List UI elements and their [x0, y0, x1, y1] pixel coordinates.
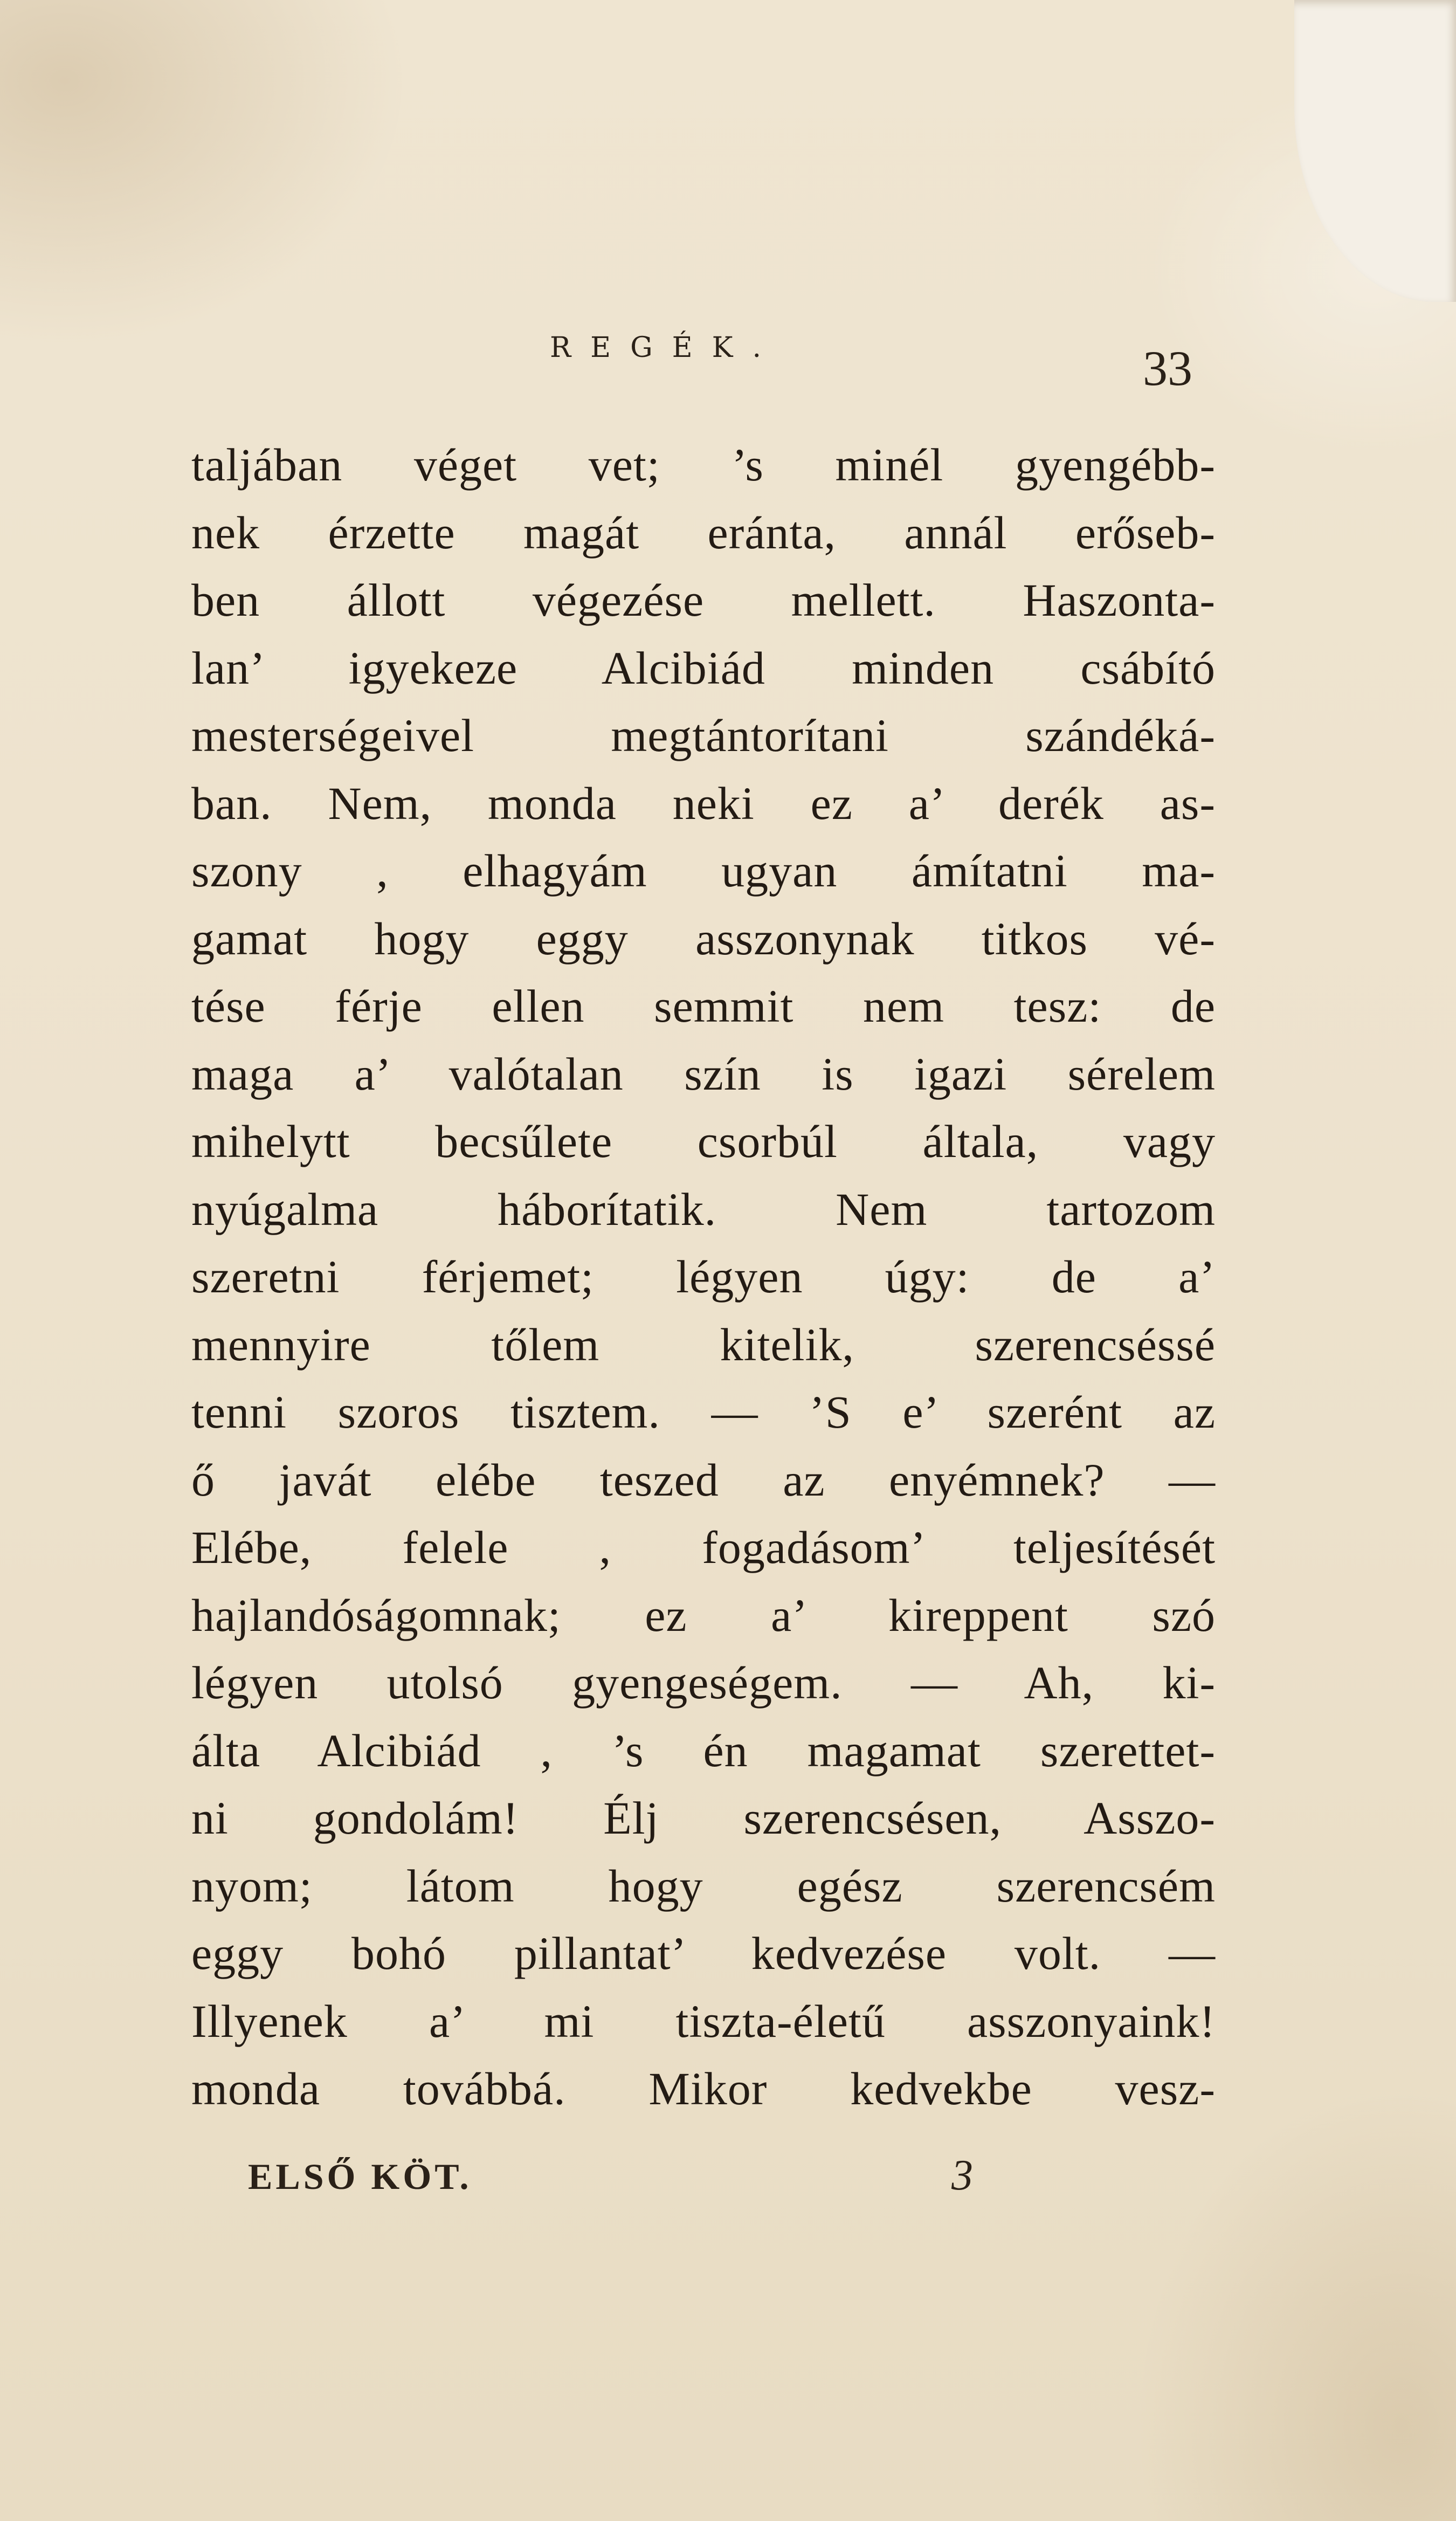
running-title: REGÉK. — [550, 332, 781, 364]
text-line: nyúgalma háborítatik. Nem tartozom — [191, 1183, 1216, 1235]
text-line: mesterségeivel megtántorítani szándéká- — [191, 710, 1216, 761]
text-line: légyen utolsó gyengeségem. — Ah, ki- — [191, 1657, 1216, 1709]
text-line: eggy bohó pillantat’ kedvezése volt. — — [191, 1927, 1216, 1979]
text-line: maga a’ valótalan szín is igazi sérelem — [191, 1048, 1216, 1100]
text-line: gamat hogy eggy asszonynak titkos vé- — [191, 912, 1216, 965]
text-line: szony , elhagyám ugyan ámítatni ma- — [191, 845, 1216, 897]
text-line: hajlandóságomnak; ez a’ kireppent szó — [191, 1589, 1216, 1641]
text-line: monda továbbá. Mikor kedvekbe vesz- — [191, 2063, 1216, 2114]
text-line: Elébe, felele , fogadásom’ teljesítését — [191, 1521, 1216, 1573]
text-line: nek érzette magát eránta, annál erőseb- — [191, 506, 1216, 559]
text-line: ni gondolám! Élj szerencsésen, Asszo- — [191, 1792, 1216, 1844]
text-line: tése férje ellen semmit nem tesz: de — [191, 980, 1216, 1032]
signature-mark: ELSŐ KÖT. — [248, 2156, 472, 2197]
text-line: álta Alcibiád , ’s én magamat szerettet- — [191, 1724, 1216, 1776]
text-line: Illyenek a’ mi tiszta-életű asszonyaink! — [191, 1995, 1216, 2047]
text-line: lan’ igyekeze Alcibiád minden csábító — [191, 642, 1216, 694]
text-line: ő javát elébe teszed az enyémnek? — — [191, 1454, 1216, 1506]
text-line: ben állott végezése mellett. Haszonta- — [191, 574, 1216, 626]
body-text — [191, 431, 1216, 2123]
text-line: ban. Nem, monda neki ez a’ derék as- — [191, 777, 1216, 829]
signature-number: 3 — [951, 2152, 973, 2199]
torn-page-corner — [1294, 0, 1456, 302]
text-line: mennyire tőlem kitelik, szerencséssé — [191, 1318, 1216, 1370]
text-line: mihelytt becsűlete csorbúl általa, vagy — [191, 1115, 1216, 1167]
text-line: tenni szoros tisztem. — ’S e’ szerént az — [191, 1386, 1216, 1438]
text-line: nyom; látom hogy egész szerencsém — [191, 1859, 1216, 1912]
text-line: taljában véget vet; ’s minél gyengébb- — [191, 439, 1216, 491]
text-line: szeretni férjemet; légyen úgy: de a’ — [191, 1251, 1216, 1303]
page-number: 33 — [1143, 341, 1192, 396]
